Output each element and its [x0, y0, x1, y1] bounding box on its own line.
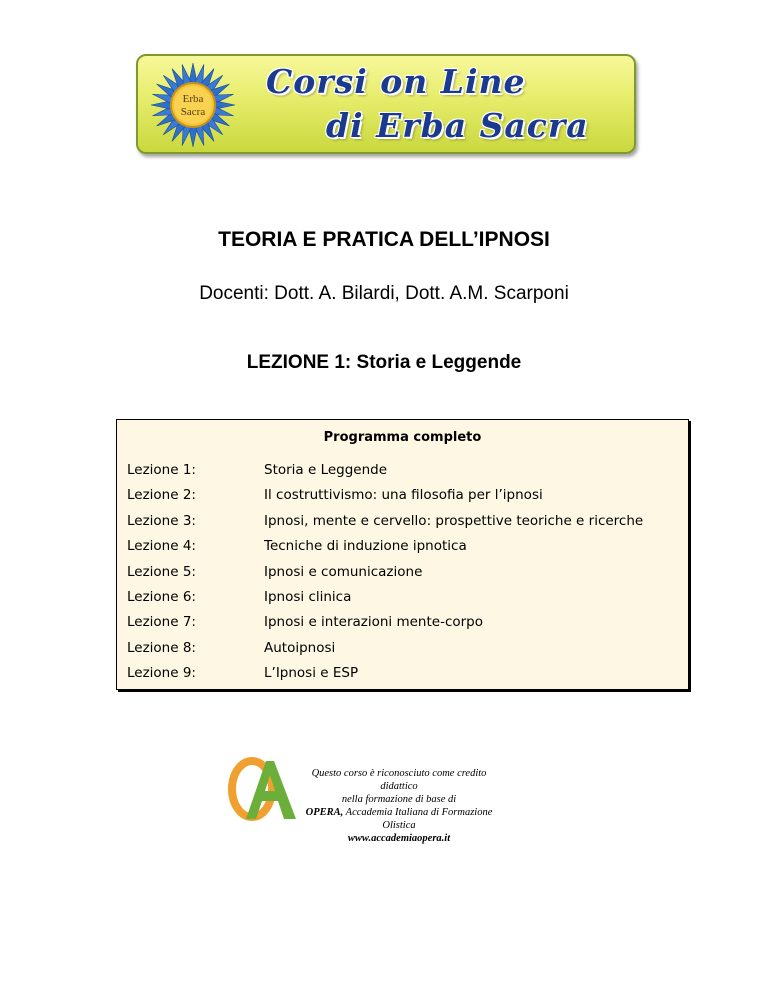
lesson-number: Lezione 4: [127, 538, 196, 555]
lesson-name: Ipnosi e interazioni mente-corpo [264, 614, 484, 631]
erba-sacra-flower-logo [150, 62, 236, 148]
accreditation-line2: nella formazione di base di [341, 794, 457, 805]
program-row [117, 585, 688, 610]
lesson-name: L’Ipnosi e ESP [264, 665, 359, 682]
lesson-name: Ipnosi, mente e cervello: prospettive teoriche e ricerche [264, 512, 644, 529]
program-row [117, 560, 688, 585]
program-row [117, 661, 688, 686]
lesson-number: Lezione 8: [127, 639, 196, 656]
banner-title-line1: Corsi on Line [266, 62, 526, 101]
logo-text-erba: Erba [182, 93, 204, 105]
course-title: TEORIA E PRATICA DELL’IPNOSI [218, 228, 550, 251]
lesson-name: Tecniche di induzione ipnotica [264, 538, 467, 555]
banner-title-line2: di Erba Sacra [326, 106, 589, 145]
opera-full-name: Accademia Italiana di Formazione Olistica [343, 807, 493, 831]
lesson-name: Ipnosi clinica [264, 588, 352, 605]
program-row [117, 483, 688, 508]
teachers-line: Docenti: Dott. A. Bilardi, Dott. A.M. Scarponi [199, 283, 569, 304]
lesson-number: Lezione 7: [127, 614, 196, 631]
lesson-name: Il costruttivismo: una filosofia per l’ipnosi [264, 487, 543, 504]
website-text: www.accademiaopera.it [347, 833, 451, 844]
lesson-number: Lezione 6: [127, 588, 196, 605]
program-row [117, 458, 688, 483]
lesson-number: Lezione 3: [127, 512, 196, 529]
lesson-number: Lezione 2: [127, 487, 196, 504]
opera-name: OPERA, [305, 807, 344, 818]
lesson-name: Storia e Leggende [264, 462, 388, 478]
opera-website-link[interactable] [300, 832, 498, 845]
logo-text-sacra: Sacra [180, 106, 206, 118]
lesson-number: Lezione 9: [127, 665, 196, 682]
program-heading: Programma completo [323, 430, 482, 445]
lesson-name: Autoipnosi [264, 639, 336, 656]
header-banner [136, 54, 636, 154]
program-row [117, 509, 688, 534]
accreditation-line1: Questo corso è riconosciuto come credito didattico [311, 768, 487, 792]
lesson-number: Lezione 5: [127, 563, 196, 580]
program-box [116, 419, 689, 690]
opera-logo-icon [226, 757, 302, 821]
lesson-title: LEZIONE 1: Storia e Leggende [246, 352, 522, 373]
lesson-number: Lezione 1: [127, 462, 196, 478]
program-row [117, 636, 688, 661]
accreditation-line3 [300, 806, 498, 832]
program-row [117, 610, 688, 635]
lesson-name: Ipnosi e comunicazione [264, 563, 423, 580]
program-list [117, 458, 688, 687]
program-row [117, 534, 688, 559]
accreditation-note [300, 767, 498, 845]
